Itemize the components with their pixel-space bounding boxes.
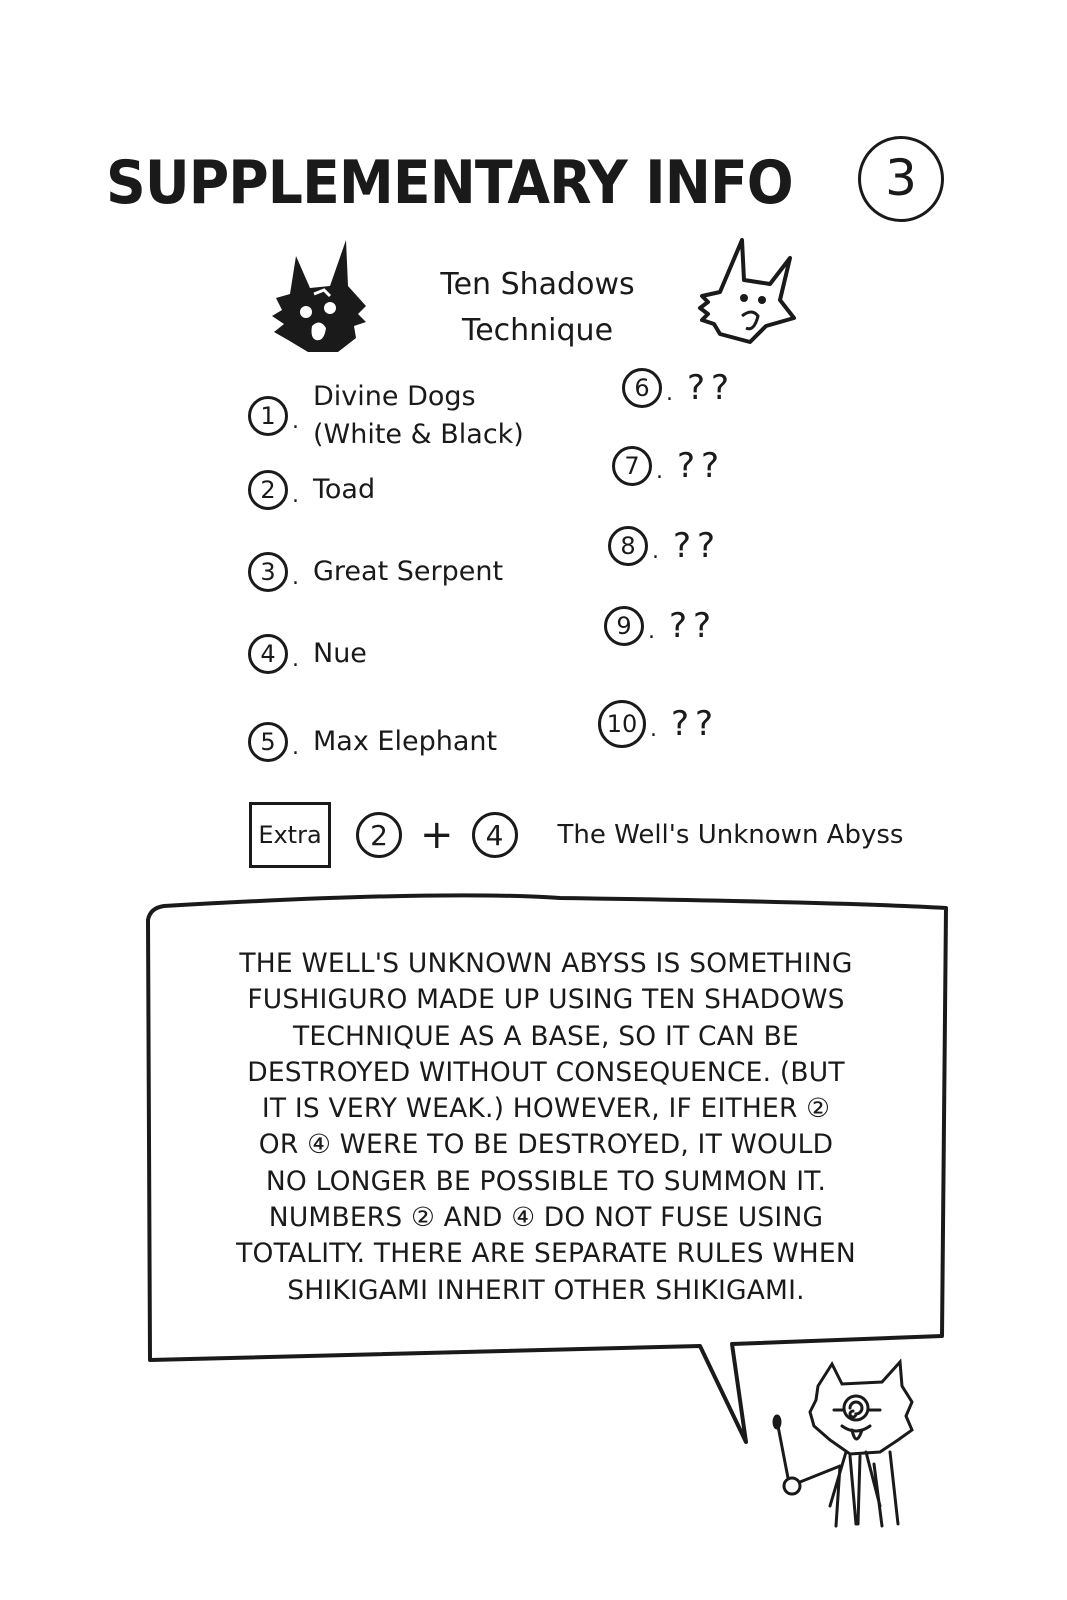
number-badge: 2 (248, 470, 288, 510)
professor-dog-mascot-icon (770, 1356, 930, 1532)
shikigami-name: ?? (669, 606, 718, 646)
combo-badge-a: 2 (356, 812, 402, 858)
shikigami-name: Toad (313, 474, 376, 505)
shikigami-item-8: 8 . ?? (608, 526, 721, 566)
shikigami-name: ?? (677, 446, 726, 486)
page-number-badge: 3 (858, 136, 944, 222)
number-badge: 4 (248, 634, 288, 674)
shikigami-item-3: 3 . Great Serpent (248, 552, 503, 592)
shikigami-name: ?? (673, 526, 722, 566)
shikigami-name: Nue (313, 638, 367, 669)
extra-combo (356, 812, 903, 858)
shikigami-item-5: 5 . Max Elephant (248, 722, 497, 762)
shikigami-item-6: 6 . ?? (622, 368, 735, 408)
shikigami-name: ?? (671, 704, 720, 744)
page-title: SUPPLEMENTARY INFO (106, 148, 793, 218)
shikigami-name: Max Elephant (313, 726, 498, 757)
extra-shikigami-name: The Well's Unknown Abyss (557, 820, 904, 850)
shikigami-item-9: 9 . ?? (604, 606, 717, 646)
extra-label-box: Extra (249, 802, 331, 868)
shikigami-item-4: 4 . Nue (248, 634, 367, 674)
shikigami-item-2: 2 . Toad (248, 470, 375, 510)
shikigami-name: Divine Dogs (313, 381, 476, 412)
number-badge: 6 (622, 368, 662, 408)
shikigami-item-7: 7 . ?? (612, 446, 725, 486)
white-divine-dog-icon (690, 234, 800, 346)
shikigami-name: Great Serpent (313, 556, 504, 587)
plus-sign: + (420, 812, 454, 858)
shikigami-name: ?? (687, 368, 736, 408)
number-badge: 9 (604, 606, 644, 646)
technique-title: Ten Shadows Technique (440, 267, 635, 348)
number-badge: 3 (248, 552, 288, 592)
shikigami-item-1: 1 . Divine Dogs (White & Black) (248, 378, 524, 454)
black-divine-dog-icon (268, 236, 372, 356)
number-badge: 10 (598, 700, 646, 748)
number-badge: 1 (248, 396, 288, 436)
shikigami-item-10: 10 . ?? (598, 700, 719, 748)
number-badge: 5 (248, 722, 288, 762)
shikigami-name-sub: (White & Black) (313, 419, 524, 450)
number-badge: 8 (608, 526, 648, 566)
speech-bubble-text: THE WELL'S UNKNOWN ABYSS IS SOMETHING FUSHIGURO MADE UP USING TEN SHADOWS TECHNIQUE AS A BASE, SO IT CAN BE DESTROYED WITHOUT CONSEQUENCE. (BUT IT IS VERY WEAK.) HOWEVER, IF EITHER ② OR ④ WERE TO BE DESTROYED, IT WOULD NO LONGER BE POSSIBLE TO SUMMON IT. NUMBERS ② AND ④ DO NOT FUSE USING TOTALITY. THERE ARE SEPARATE RULES WHEN SHIKIGAMI INHERIT OTHER SHIKIGAMI. (236, 948, 856, 1306)
combo-badge-b: 4 (472, 812, 518, 858)
number-badge: 7 (612, 446, 652, 486)
